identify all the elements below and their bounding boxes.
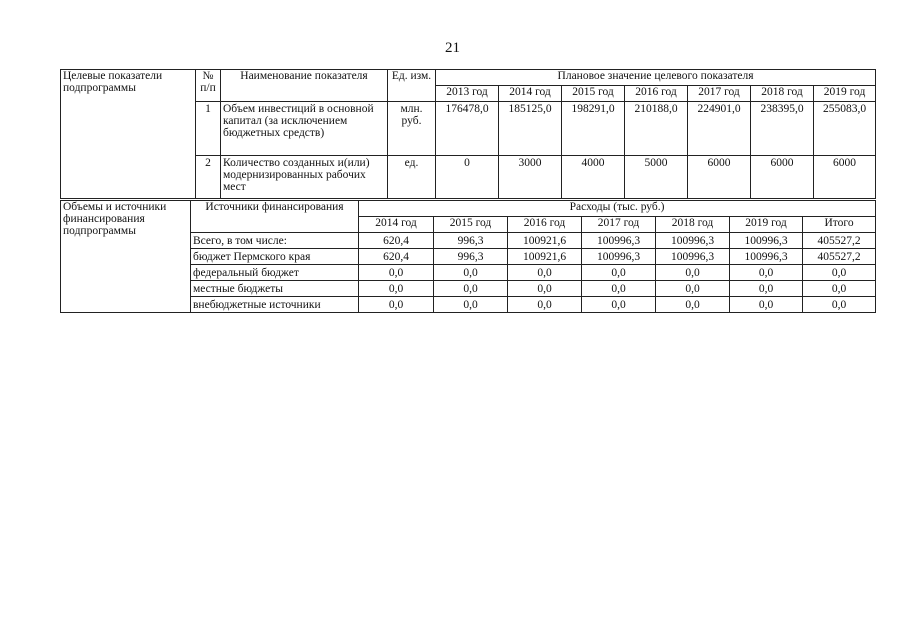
indicator-value: 3000 — [499, 156, 562, 199]
amount-cell: 0,0 — [359, 265, 434, 281]
indicator-value: 224901,0 — [688, 102, 751, 156]
target-indicators-table — [60, 69, 876, 199]
indicator-unit: ед. — [388, 156, 436, 199]
amount-cell: 0,0 — [656, 297, 730, 313]
amount-cell: 0,0 — [434, 297, 508, 313]
indicator-name: Количество созданных и(или) модернизированных рабочих мест — [221, 156, 388, 199]
amount-cell: 0,0 — [508, 265, 582, 281]
name-header: Наименование показателя — [221, 70, 388, 102]
amount-cell: 620,4 — [359, 233, 434, 249]
page-number: 21 — [445, 40, 460, 56]
plan-header: Плановое значение целевого показателя — [436, 70, 876, 86]
indicator-value: 6000 — [751, 156, 814, 199]
row-number: 1 — [196, 102, 221, 156]
amount-cell: 996,3 — [434, 249, 508, 265]
finance-column-header: 2014 год — [359, 217, 434, 233]
indicator-value: 255083,0 — [814, 102, 876, 156]
row-number: 2 — [196, 156, 221, 199]
amount-cell: 0,0 — [582, 281, 656, 297]
amount-cell: 0,0 — [434, 281, 508, 297]
finance-section-label: Объемы и источники финансирования подпрограммы — [61, 201, 191, 313]
finance-column-header: Итого — [803, 217, 876, 233]
targets-section-label: Целевые показатели подпрограммы — [61, 70, 196, 199]
amount-cell: 0,0 — [434, 265, 508, 281]
source-label: федеральный бюджет — [191, 265, 359, 281]
amount-cell: 100996,3 — [730, 249, 803, 265]
amount-cell: 100921,6 — [508, 233, 582, 249]
amount-cell: 405527,2 — [803, 233, 876, 249]
year-header: 2019 год — [814, 86, 876, 102]
amount-cell: 100921,6 — [508, 249, 582, 265]
indicator-value: 4000 — [562, 156, 625, 199]
amount-cell: 620,4 — [359, 249, 434, 265]
finance-column-header: 2016 год — [508, 217, 582, 233]
indicator-value: 6000 — [814, 156, 876, 199]
amount-cell: 0,0 — [803, 297, 876, 313]
year-header: 2015 год — [562, 86, 625, 102]
amount-cell: 100996,3 — [582, 249, 656, 265]
amount-cell: 0,0 — [656, 281, 730, 297]
amount-cell: 0,0 — [730, 297, 803, 313]
indicator-value: 238395,0 — [751, 102, 814, 156]
amount-cell: 0,0 — [582, 265, 656, 281]
sources-header: Источники финансирования — [191, 201, 359, 233]
amount-cell: 0,0 — [508, 281, 582, 297]
amount-cell: 100996,3 — [730, 233, 803, 249]
finance-column-header: 2018 год — [656, 217, 730, 233]
year-header: 2014 год — [499, 86, 562, 102]
financing-table — [60, 200, 876, 313]
source-label: бюджет Пермского края — [191, 249, 359, 265]
amount-cell: 405527,2 — [803, 249, 876, 265]
indicator-value: 5000 — [625, 156, 688, 199]
indicator-value: 6000 — [688, 156, 751, 199]
amount-cell: 100996,3 — [656, 233, 730, 249]
amount-cell: 0,0 — [582, 297, 656, 313]
year-header: 2016 год — [625, 86, 688, 102]
finance-column-header: 2019 год — [730, 217, 803, 233]
unit-header: Ед. изм. — [388, 70, 436, 102]
year-header: 2018 год — [751, 86, 814, 102]
finance-column-header: 2017 год — [582, 217, 656, 233]
indicator-name: Объем инвестиций в основной капитал (за исключением бюджетных средств) — [221, 102, 388, 156]
source-label: внебюджетные источники — [191, 297, 359, 313]
finance-column-header: 2015 год — [434, 217, 508, 233]
source-label: Всего, в том числе: — [191, 233, 359, 249]
amount-cell: 0,0 — [656, 265, 730, 281]
year-header: 2013 год — [436, 86, 499, 102]
num-header: № п/п — [196, 70, 221, 102]
expenses-header: Расходы (тыс. руб.) — [359, 201, 876, 217]
amount-cell: 0,0 — [359, 281, 434, 297]
year-header: 2017 год — [688, 86, 751, 102]
indicator-value: 198291,0 — [562, 102, 625, 156]
indicator-value: 210188,0 — [625, 102, 688, 156]
amount-cell: 0,0 — [730, 281, 803, 297]
indicator-value: 0 — [436, 156, 499, 199]
amount-cell: 0,0 — [730, 265, 803, 281]
indicator-unit: млн. руб. — [388, 102, 436, 156]
amount-cell: 0,0 — [803, 281, 876, 297]
amount-cell: 100996,3 — [582, 233, 656, 249]
amount-cell: 0,0 — [803, 265, 876, 281]
amount-cell: 100996,3 — [656, 249, 730, 265]
amount-cell: 0,0 — [359, 297, 434, 313]
amount-cell: 996,3 — [434, 233, 508, 249]
source-label: местные бюджеты — [191, 281, 359, 297]
indicator-value: 176478,0 — [436, 102, 499, 156]
indicator-value: 185125,0 — [499, 102, 562, 156]
amount-cell: 0,0 — [508, 297, 582, 313]
